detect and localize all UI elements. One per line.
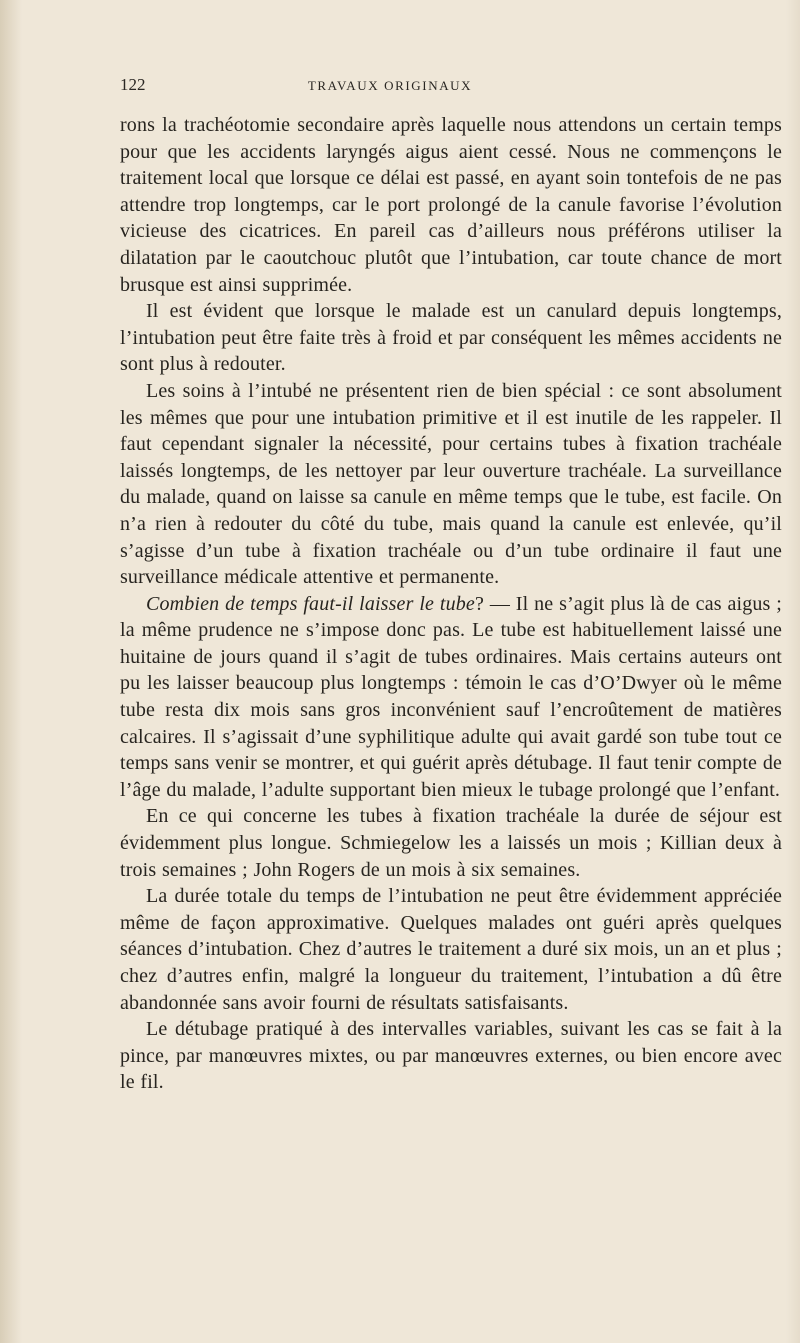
paragraph-5: En ce qui concerne les tubes à fixation trachéale la durée de séjour est évidemment plus longue. Schmiegelow les a laissés un mois ; Killian deux à trois semaines ; John Rogers de un mois à six semaines. <box>120 805 782 881</box>
paragraph-2: Il est évident que lorsque le malade est un canulard depuis longtemps, l’intubation peut être faite très à froid et par conséquent les mêmes accidents ne sont plus à redouter. <box>120 300 782 376</box>
paragraph-4 <box>120 591 782 804</box>
running-head: TRAVAUX ORIGINAUX <box>307 78 473 93</box>
page-right-shadow <box>786 0 800 1343</box>
article-body <box>120 112 782 1096</box>
paragraph-7: Le détubage pratiqué à des intervalles variables, suivant les cas se fait à la pince, par manœuvres mixtes, ou par manœuvres externes, ou bien encore avec le fil. <box>120 1018 782 1094</box>
page-header <box>120 74 782 100</box>
page-left-shadow <box>0 0 22 1343</box>
paragraph-3: Les soins à l’intubé ne présentent rien de bien spécial : ce sont absolument les mêmes que pour une intubation primitive et il est inutile de les rappeler. Il faut cependant signaler la nécessité, pour certains tubes à fixation trachéale laissés longtemps, de les nettoyer par leur ouverture trachéale. La surveillance du malade, quand on laisse sa canule en même temps que le tube, est facile. On n’a rien à redouter du côté du tube, mais quand la canule est enlevée, qu’il s’agisse d’un tube à fixation trachéale ou d’un tube ordinaire il faut une surveillance médicale attentive et permanente. <box>120 379 782 589</box>
page-number: 122 <box>120 75 146 94</box>
paragraph-4-text: ? — Il ne s’agit plus là de cas aigus ; la même prudence ne s’impose donc pas. Le tube est habituellement laissé une huitaine de jours quand il s’agit de tubes ordinaires. Mais certains auteurs ont pu les laisser beaucoup plus longtemps : témoin le cas d’O’Dwyer où le même tube resta dix mois sans gros inconvénient sauf l’encroûtement de matières calcaires. Il s’agissait d’une syphilitique adulte qui avait gardé son tube tout ce temps sans venir se montrer, et qui guérit après détubage. Il faut tenir compte de l’âge du malade, l’adulte supportant bien mieux le tubage prolongé que l’enfant. <box>120 592 782 801</box>
paragraph-1: rons la trachéotomie secondaire après laquelle nous attendons un certain temps pour que les accidents laryngés aigus aient cessé. Nous ne commençons le traitement local que lorsque ce délai est passé, en ayant soin tontefois de ne pas attendre trop longtemps, car le port prolongé de la canule favorise l’évolution vicieuse des cicatrices. En pareil cas d’ailleurs nous préférons utiliser la dilatation par le caoutchouc plutôt que l’intubation, car toute chance de mort brusque est ainsi supprimée. <box>120 114 782 296</box>
section-question: Combien de temps faut-il laisser le tube <box>146 592 475 615</box>
paragraph-6: La durée totale du temps de l’intubation ne peut être évidemment appréciée même de façon approximative. Quelques malades ont guéri après quelques séances d’intubation. Chez d’autres le traitement a duré six mois, un an et plus ; chez d’autres enfin, malgré la longueur du traitement, l’intubation a dû être abandonnée sans avoir fourni de résultats satisfaisants. <box>120 885 782 1014</box>
